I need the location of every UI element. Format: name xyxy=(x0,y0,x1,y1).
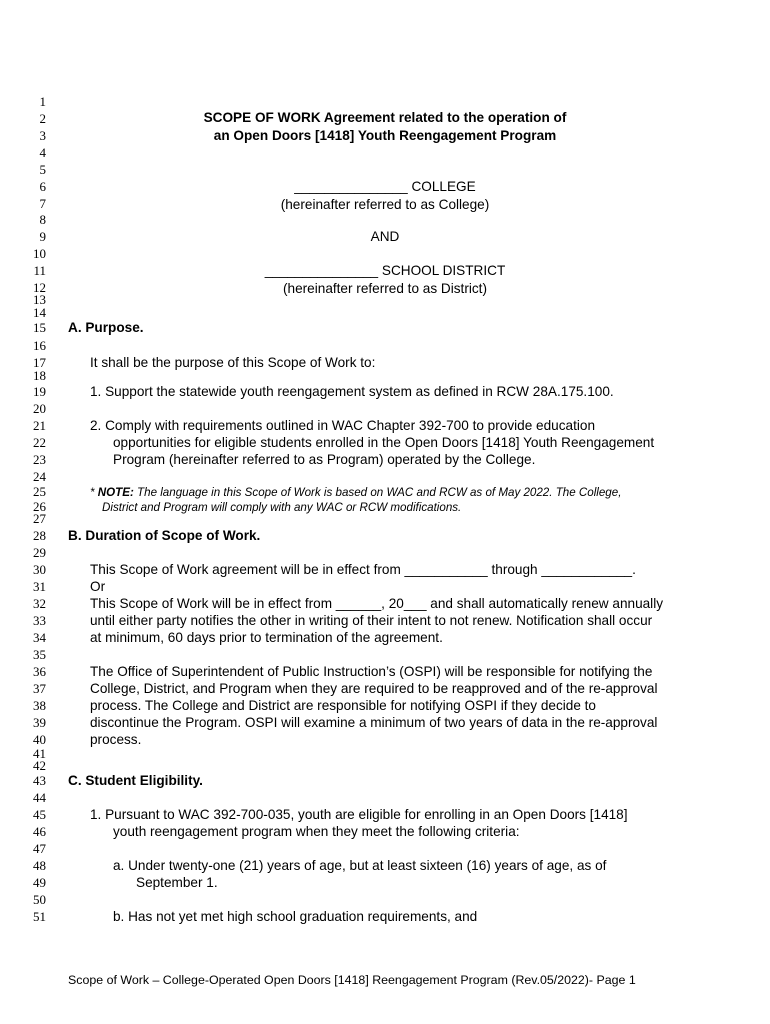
line-number: 47 xyxy=(33,841,46,856)
line-number: 18 xyxy=(33,368,46,383)
and-separator: AND xyxy=(370,229,400,244)
section-c-item1-line2: youth reengagement program when they meet the following criteria: xyxy=(113,824,520,839)
college-name-line: _______________ COLLEGE xyxy=(294,179,476,194)
line-number: 6 xyxy=(39,179,46,194)
section-c-item-a-line1: a. Under twenty-one (21) years of age, but at least sixteen (16) years of age, as of xyxy=(113,858,607,873)
document-title-line1: SCOPE OF WORK Agreement related to the operation of xyxy=(203,110,567,125)
line-number: 46 xyxy=(33,824,46,839)
line-number: 37 xyxy=(33,681,46,696)
line-number: 20 xyxy=(33,401,46,416)
line-number: 34 xyxy=(33,630,46,645)
line-number: 39 xyxy=(33,715,46,730)
section-a-item2-line2: opportunities for eligible students enrolled in the Open Doors [1418] Youth Reengagement xyxy=(113,435,655,450)
line-number: 4 xyxy=(39,145,46,160)
section-b-p2-line2: College, District, and Program when they are required to be reapproved and of the re-approval xyxy=(90,681,658,696)
page-footer: Scope of Work – College-Operated Open Doors [1418] Reengagement Program (Rev.05/2022)- Page 1 xyxy=(68,973,636,987)
section-a-note-line2: District and Program will comply with any WAC or RCW modifications. xyxy=(102,501,462,514)
section-b-p1-or: Or xyxy=(90,579,106,594)
section-b-p1-line3: This Scope of Work will be in effect from ______, 20___ and shall automatically renew annually xyxy=(90,596,664,611)
section-b-p2-line3: process. The College and District are responsible for notifying OSPI if they decide to xyxy=(90,698,596,713)
line-number: 28 xyxy=(33,528,46,543)
district-name-line: _______________ SCHOOL DISTRICT xyxy=(264,263,506,278)
line-number: 29 xyxy=(33,545,46,560)
section-b-p2-line1: The Office of Superintendent of Public Instruction’s (OSPI) will be responsible for notifying the xyxy=(90,664,653,679)
line-number: 42 xyxy=(33,758,46,773)
line-number: 33 xyxy=(33,613,46,628)
section-c-item1-line1: 1. Pursuant to WAC 392-700-035, youth are eligible for enrolling in an Open Doors [1418] xyxy=(90,807,628,822)
line-number: 51 xyxy=(33,909,46,924)
line-number: 23 xyxy=(33,452,46,467)
line-number: 9 xyxy=(39,229,46,244)
line-number: 30 xyxy=(33,562,46,577)
section-a-heading: A. Purpose. xyxy=(68,320,144,335)
line-number: 38 xyxy=(33,698,46,713)
line-number: 7 xyxy=(39,196,46,211)
line-number: 21 xyxy=(33,418,46,433)
line-number: 25 xyxy=(33,484,46,499)
line-number: 36 xyxy=(33,664,46,679)
line-number: 19 xyxy=(33,384,46,399)
section-b-p2-line5: process. xyxy=(90,732,142,747)
section-c-heading: C. Student Eligibility. xyxy=(68,773,203,788)
line-number: 45 xyxy=(33,807,46,822)
line-number: 13 xyxy=(33,292,46,307)
line-number: 50 xyxy=(33,892,46,907)
section-b-p1-line5: at minimum, 60 days prior to termination of the agreement. xyxy=(90,630,443,645)
line-number: 27 xyxy=(33,511,46,526)
line-number: 49 xyxy=(33,875,46,890)
line-number: 11 xyxy=(33,263,46,278)
note-asterisk: * xyxy=(90,486,98,499)
section-a-item1: 1. Support the statewide youth reengagement system as defined in RCW 28A.175.100. xyxy=(90,384,614,399)
section-b-p1-line4: until either party notifies the other in writing of their intent to not renew. Notification shall occur xyxy=(90,613,653,628)
line-number: 31 xyxy=(33,579,46,594)
line-number: 15 xyxy=(33,320,46,335)
college-reference: (hereinafter referred to as College) xyxy=(280,197,490,212)
line-number: 48 xyxy=(33,858,46,873)
line-number: 1 xyxy=(39,94,46,109)
line-number: 12 xyxy=(33,280,46,295)
line-number: 2 xyxy=(39,111,46,126)
line-number: 32 xyxy=(33,596,46,611)
line-number: 24 xyxy=(33,469,46,484)
line-number: 16 xyxy=(33,338,46,353)
section-a-item2-line1: 2. Comply with requirements outlined in WAC Chapter 392-700 to provide education xyxy=(90,418,595,433)
line-number: 44 xyxy=(33,790,46,805)
section-b-heading: B. Duration of Scope of Work. xyxy=(68,528,261,543)
line-number: 40 xyxy=(33,732,46,747)
line-number: 26 xyxy=(33,499,46,514)
line-number: 3 xyxy=(39,128,46,143)
line-number: 35 xyxy=(33,647,46,662)
line-number: 17 xyxy=(33,355,46,370)
section-b-p1-line1: This Scope of Work agreement will be in effect from ___________ through ____________. xyxy=(90,562,636,577)
section-a-note-line1 xyxy=(90,485,621,501)
line-number: 43 xyxy=(33,773,46,788)
line-number: 22 xyxy=(33,435,46,450)
district-reference: (hereinafter referred to as District) xyxy=(283,281,487,296)
section-c-item-b-line1: b. Has not yet met high school graduation requirements, and xyxy=(113,909,478,924)
note-text: The language in this Scope of Work is based on WAC and RCW as of May 2022. The College, xyxy=(133,486,622,499)
section-b-p2-line4: discontinue the Program. OSPI will examine a minimum of two years of data in the re-approval xyxy=(90,715,658,730)
line-number: 5 xyxy=(39,162,46,177)
section-a-intro: It shall be the purpose of this Scope of Work to: xyxy=(90,355,376,370)
note-label: NOTE: xyxy=(97,486,134,499)
section-a-item2-line3: Program (hereinafter referred to as Program) operated by the College. xyxy=(113,452,536,467)
line-number: 10 xyxy=(33,246,46,261)
line-number: 41 xyxy=(33,746,46,761)
section-c-item-a-line2: September 1. xyxy=(136,875,218,890)
document-title-line2: an Open Doors [1418] Youth Reengagement Program xyxy=(213,128,557,143)
line-number: 8 xyxy=(39,212,46,227)
line-number: 14 xyxy=(33,305,46,320)
